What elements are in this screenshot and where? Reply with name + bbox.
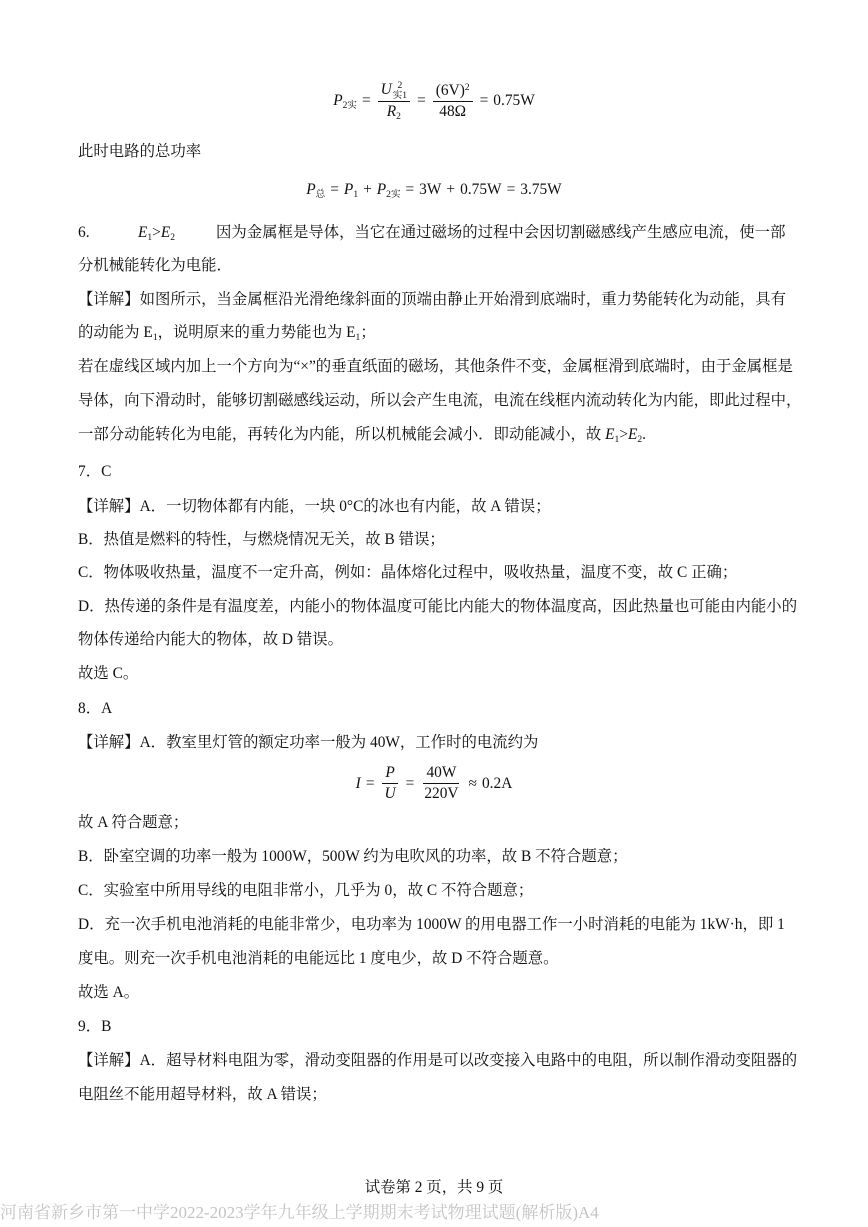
equals-sign: =: [330, 181, 339, 198]
detail-line: C．物体吸收热量，温度不一定升高，例如：晶体熔化过程中，吸收热量，温度不变，故 C 正确；: [78, 564, 738, 581]
detail-text: ；: [360, 324, 376, 341]
question-number: 7．: [78, 463, 102, 480]
detail-line: [78, 323, 376, 343]
detail-text: 的动能为: [78, 324, 144, 341]
formula-superscript: 2: [464, 81, 470, 93]
formula-total-power: [0, 180, 868, 200]
formula-subscript: 2实: [342, 99, 357, 111]
fraction-denominator: [384, 102, 404, 121]
answer-operator: >: [152, 224, 161, 241]
formula-var: I: [355, 774, 361, 792]
formula-superscript: 2: [397, 80, 403, 91]
equals-sign: =: [479, 92, 489, 110]
detail-line: D．充一次手机电池消耗的电能非常少，电功率为 1000W 的用电器工作一小时消耗的电能为 1kW·h，即 1: [78, 916, 785, 933]
watermark: 河南省新乡市第一中学2022-2023学年九年级上学期期末考试物理试题(解析版)A4: [0, 1203, 599, 1222]
detail-line: 故 A 符合题意；: [78, 814, 189, 831]
question-header: [78, 699, 112, 719]
inline-var: E: [346, 324, 356, 341]
fraction-numerator: P: [382, 764, 397, 784]
inline-subscript: 1: [614, 433, 620, 445]
fraction: [421, 764, 461, 803]
detail-line: 物体传递给内能大的物体，故 D 错误。: [78, 631, 344, 648]
question-answer: [138, 223, 175, 243]
answer-reason-line: 分机械能转化为电能．: [78, 257, 232, 274]
detail-line: 故选 A。: [78, 984, 140, 1001]
fraction-numerator: [378, 81, 410, 102]
fraction: [382, 764, 399, 803]
fraction-numerator: 40W: [423, 764, 459, 784]
fraction: [378, 81, 410, 121]
answer-var: E: [160, 224, 171, 241]
answer-subscript: 2: [170, 231, 176, 243]
detail-text: .: [642, 426, 647, 443]
formula-var: P: [343, 181, 354, 198]
detail-line: 电阻丝不能用超导材料，故 A 错误；: [78, 1086, 327, 1103]
formula-current: [0, 764, 868, 803]
question-header: [78, 462, 111, 482]
formula-lhs: [333, 91, 357, 111]
formula-var: R: [386, 103, 397, 121]
formula-var: U: [380, 81, 392, 99]
detail-line: 【详解】如图所示，当金属框沿光滑绝缘斜面的顶端由静止开始滑到底端时，重力势能转化为动能，具有: [78, 291, 786, 308]
detail-line: [78, 425, 646, 445]
inline-subscript: 1: [355, 331, 361, 343]
equals-sign: =: [417, 92, 426, 110]
formula-sub-sup: [393, 81, 407, 100]
formula-term: [344, 180, 358, 200]
formula-subscript: 实1: [392, 89, 408, 101]
inline-var: E: [605, 426, 615, 443]
equals-sign: =: [361, 92, 371, 110]
detail-line: B．卧室空调的功率一般为 1000W，500W 约为电吹风的功率，故 B 不符合题意；: [78, 848, 628, 865]
page-footer: 试卷第 2 页，共 9 页: [364, 1179, 504, 1196]
answer-var: E: [138, 224, 148, 241]
inline-subscript: 2: [637, 433, 643, 445]
formula-subscript: 2实: [386, 188, 401, 200]
equals-sign: =: [365, 774, 375, 792]
question-number: 9．: [78, 1018, 102, 1035]
detail-text: ，说明原来的重力势能也为: [157, 324, 347, 341]
question-number: 8．: [78, 700, 102, 717]
fraction-numerator: [433, 82, 473, 102]
equals-sign: =: [405, 774, 415, 792]
formula-var: P: [376, 181, 387, 198]
detail-line: 【详解】A．超导材料电阻为零，滑动变阻器的作用是可以改变接入电路中的电阻，所以制作滑动变阻器的: [78, 1052, 798, 1069]
answer-subscript: 1: [147, 231, 153, 243]
plus-sign: +: [446, 181, 456, 198]
fraction: [433, 82, 473, 121]
formula-term: (6V): [435, 81, 465, 99]
question-number: 6.: [78, 224, 90, 241]
formula-p2-actual: [0, 81, 868, 121]
detail-line: 若在虚线区域内加上一个方向为“×”的垂直纸面的磁场，其他条件不变，金属框滑到底端时，由于金属框是: [78, 358, 793, 375]
formula-subscript: 总: [315, 188, 326, 200]
formula-result: 3.75W: [520, 181, 562, 198]
formula-lhs: [306, 180, 325, 200]
inline-var: E: [628, 426, 638, 443]
formula-subscript: 1: [353, 188, 359, 200]
question-header: [78, 1017, 111, 1037]
inline-operator: >: [619, 426, 628, 443]
detail-line: D．热传递的条件是有温度差，内能小的物体温度可能比内能大的物体温度高，因此热量也可能由内能小的: [78, 598, 798, 615]
fraction-denominator: 48Ω: [439, 102, 467, 120]
equals-sign: =: [506, 181, 516, 198]
inline-subscript: 1: [152, 331, 158, 343]
detail-line: 故选 C。: [78, 665, 139, 682]
fraction-denominator: 220V: [424, 785, 459, 802]
formula-value: 3W: [419, 181, 442, 198]
detail-line: 【详解】A．一切物体都有内能，一块 0°C的冰也有内能，故 A 错误；: [78, 498, 551, 515]
formula-value: 0.75W: [460, 181, 502, 198]
approx-sign: ≈: [468, 774, 477, 792]
question-answer: A: [101, 700, 113, 717]
formula-var: P: [333, 92, 343, 110]
inline-var: E: [143, 324, 153, 341]
fraction-denominator: U: [384, 785, 396, 802]
plus-sign: +: [363, 181, 372, 198]
equals-sign: =: [405, 181, 415, 198]
detail-line: 度电。则充一次手机电池消耗的电能远比 1 度电少，故 D 不符合题意。: [78, 950, 559, 967]
formula-subscript: 2: [396, 110, 401, 122]
detail-text: 一部分动能转化为电能，再转化为内能，所以机械能会减小．即动能减小，故: [78, 426, 606, 443]
detail-line: 【详解】A．教室里灯管的额定功率一般为 40W，工作时的电流约为: [78, 734, 539, 751]
question-answer: B: [101, 1018, 112, 1035]
formula-term: [377, 180, 401, 200]
detail-line: 导体，向下滑动时，能够切割磁感线运动，所以会产生电流，电流在线框内流动转化为内能，即此过程中，: [78, 392, 802, 409]
formula-result: 0.75W: [493, 92, 535, 110]
answer-reason-line: 因为金属框是导体，当它在通过磁场的过程中会因切割磁感线产生感应电流，使一部: [216, 224, 786, 241]
formula-var: P: [306, 181, 316, 198]
question-answer: C: [101, 463, 112, 480]
detail-line: C．实验室中所用导线的电阻非常小，几乎为 0，故 C 不符合题意；: [78, 882, 534, 899]
detail-line: B．热值是燃料的特性，与燃烧情况无关，故 B 错误；: [78, 531, 445, 548]
formula-result: 0.2A: [481, 774, 513, 792]
total-power-intro: 此时电路的总功率: [78, 143, 202, 160]
